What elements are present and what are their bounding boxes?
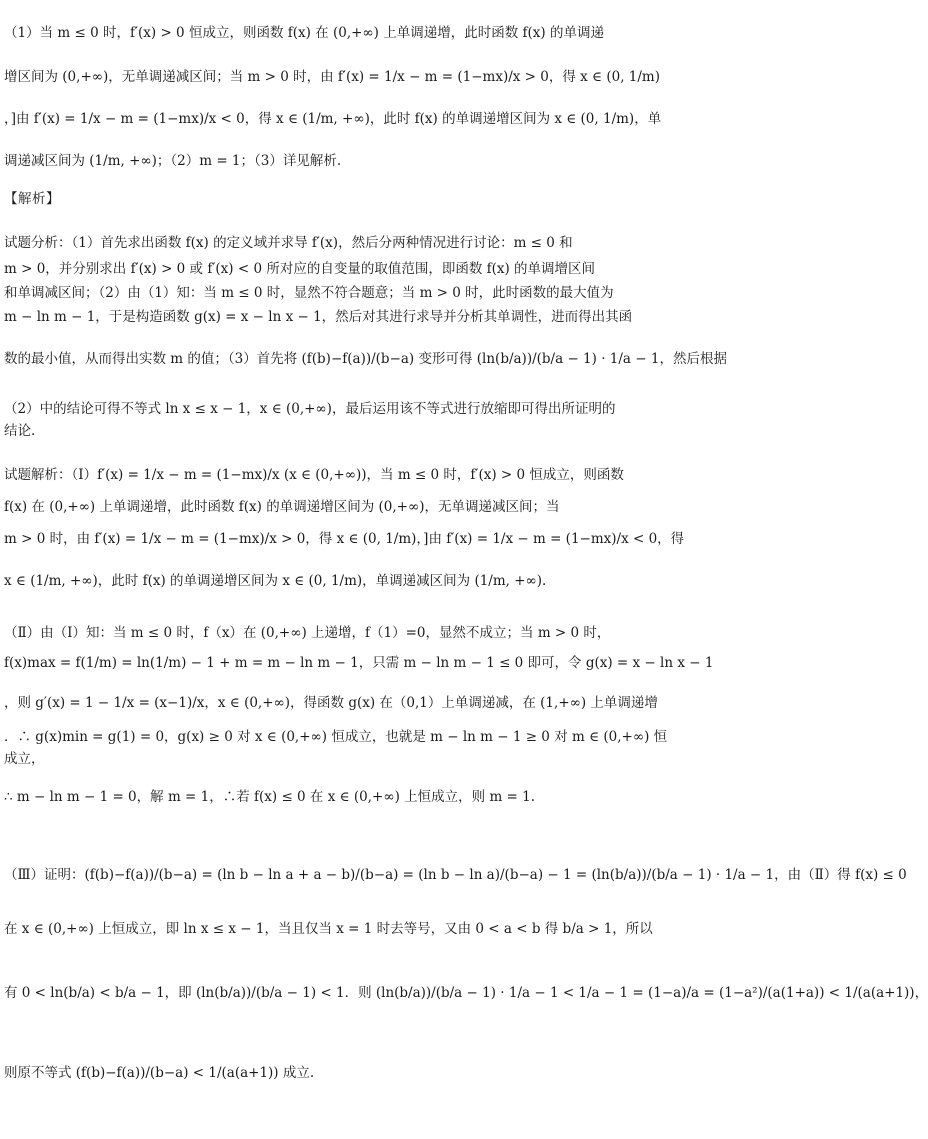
answer-line-2: 增区间为 (0,+∞)，无单调递减区间；当 m > 0 时，由 f′(x) = 1/x − m = (1−mx)/x > 0，得 x ∈ (0, 1/m)	[4, 69, 660, 85]
analysis-line-7: 结论.	[4, 423, 36, 439]
analysis-line-4: m − ln m − 1，于是构造函数 g(x) = x − ln x − 1，然后对其进行求导并分析其单调性，进而得出其函	[4, 309, 633, 325]
solution-part2-line-2: f(x)max = f(1/m) = ln(1/m) − 1 + m = m − ln m − 1，只需 m − ln m − 1 ≤ 0 即可，令 g(x) = x − ln x − 1	[4, 655, 714, 671]
solution-part3-line-2: 在 x ∈ (0,+∞) 上恒成立，即 ln x ≤ x − 1，当且仅当 x = 1 时去等号，又由 0 < a < b 得 b/a > 1，所以	[4, 921, 653, 937]
solution-part2-line-6: ∴ m − ln m − 1 = 0，解 m = 1，∴若 f(x) ≤ 0 在 x ∈ (0,+∞) 上恒成立，则 m = 1.	[4, 789, 536, 805]
solution-part2-line-4: ．∴ g(x)min = g(1) = 0，g(x) ≥ 0 对 x ∈ (0,+∞) 恒成立，也就是 m − ln m − 1 ≥ 0 对 m ∈ (0,+∞) 恒	[4, 729, 668, 745]
answer-line-1: （1）当 m ≤ 0 时，f′(x) > 0 恒成立，则函数 f(x) 在 (0,+∞) 上单调递增，此时函数 f(x) 的单调递	[4, 25, 604, 41]
analysis-heading: 【解析】	[4, 191, 60, 207]
analysis-line-3: 和单调减区间；（2）由（1）知：当 m ≤ 0 时，显然不符合题意；当 m > 0 时，此时函数的最大值为	[4, 285, 614, 301]
solution-part1-line-1: 试题解析：（Ⅰ）f′(x) = 1/x − m = (1−mx)/x (x ∈ (0,+∞))，当 m ≤ 0 时，f′(x) > 0 恒成立，则函数	[4, 467, 624, 483]
analysis-line-5: 数的最小值，从而得出实数 m 的值；（3）首先将 (f(b)−f(a))/(b−a) 变形可得 (ln(b/a))/(b/a − 1) · 1/a − 1，然后根据	[4, 351, 727, 367]
solution-part2-line-3: ，则 g′(x) = 1 − 1/x = (x−1)/x，x ∈ (0,+∞)，得函数 g(x) 在（0,1）上单调递减，在 (1,+∞) 上单调递增	[4, 695, 658, 711]
solution-part2-line-1: （Ⅱ）由（Ⅰ）知：当 m ≤ 0 时，f（x）在 (0,+∞) 上递增，f（1）=0，显然不成立；当 m > 0 时，	[4, 625, 611, 641]
solution-part2-line-5: 成立，	[4, 751, 45, 767]
solution-part1-line-3: m > 0 时，由 f′(x) = 1/x − m = (1−mx)/x > 0，得 x ∈ (0, 1/m)，]由 f′(x) = 1/x − m = (1−mx)/x < 0，得	[4, 531, 685, 547]
analysis-line-1: 试题分析：（1）首先求出函数 f(x) 的定义域并求导 f′(x)，然后分两种情况进行讨论：m ≤ 0 和	[4, 235, 573, 251]
answer-line-3: ，]由 f′(x) = 1/x − m = (1−mx)/x < 0，得 x ∈ (1/m, +∞)，此时 f(x) 的单调递增区间为 x ∈ (0, 1/m)，单	[4, 111, 662, 127]
solution-part1-line-4: x ∈ (1/m, +∞)，此时 f(x) 的单调递增区间为 x ∈ (0, 1/m)，单调递减区间为 (1/m, +∞).	[4, 573, 547, 589]
solution-part3-line-3: 有 0 < ln(b/a) < b/a − 1，即 (ln(b/a))/(b/a − 1) < 1．则 (ln(b/a))/(b/a − 1) · 1/a − 1 < 1/a − 1 = (1−a)/a = (1−a²)/(a(1+a)) < 1/(a(a+1))，	[4, 985, 928, 1001]
solution-conclusion: 则原不等式 (f(b)−f(a))/(b−a) < 1/(a(a+1)) 成立.	[4, 1065, 315, 1081]
solution-part1-line-2: f(x) 在 (0,+∞) 上单调递增，此时函数 f(x) 的单调递增区间为 (0,+∞)，无单调递减区间；当	[4, 499, 560, 515]
solution-part3-line-1: （Ⅲ）证明：(f(b)−f(a))/(b−a) = (ln b − ln a + a − b)/(b−a) = (ln b − ln a)/(b−a) − 1 = (ln(b/a))/(b/a − 1) · 1/a − 1，由（Ⅱ）得 f(x) ≤ 0	[4, 867, 907, 883]
analysis-line-2: m > 0，并分别求出 f′(x) > 0 或 f′(x) < 0 所对应的自变量的取值范围，即函数 f(x) 的单调增区间	[4, 261, 596, 277]
analysis-line-6: （2）中的结论可得不等式 ln x ≤ x − 1，x ∈ (0,+∞)，最后运用该不等式进行放缩即可得出所证明的	[4, 401, 616, 417]
answer-line-4: 调递减区间为 (1/m, +∞)；（2）m = 1；（3）详见解析.	[4, 153, 342, 169]
